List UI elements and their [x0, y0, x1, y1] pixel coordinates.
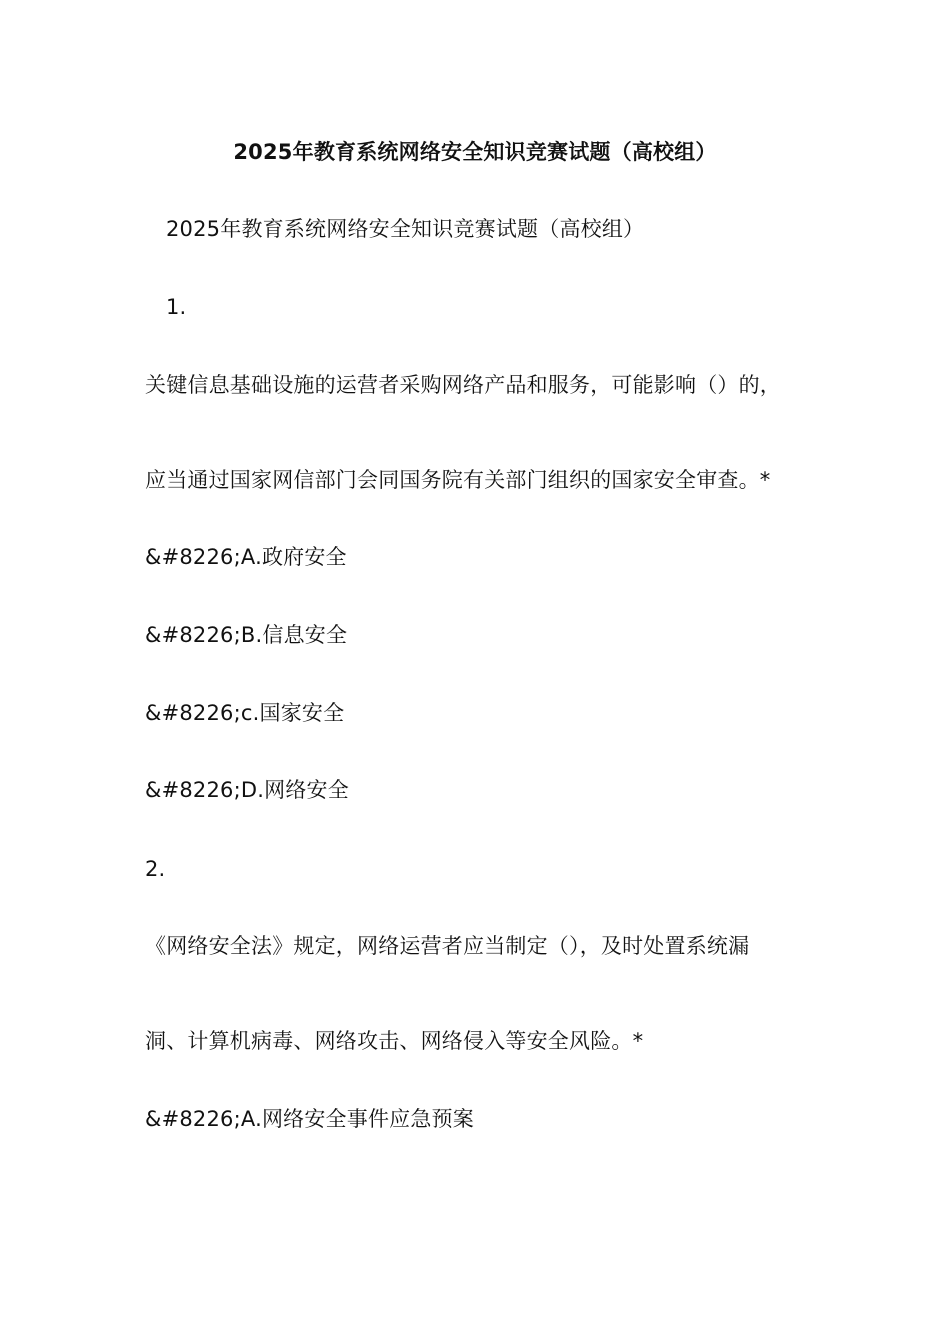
option-text: &#8226;B.信息安全 [145, 623, 348, 647]
question-text: 关键信息基础设施的运营者采购网络产品和服务，可能影响（）的， [145, 373, 781, 397]
question-text: 洞、计算机病毒、网络攻击、网络侵入等安全风险。* [145, 1029, 644, 1053]
option-text: &#8226;D.网络安全 [145, 778, 349, 802]
option-text: &#8226;c.国家安全 [145, 701, 345, 725]
option-text: &#8226;A.政府安全 [145, 545, 347, 569]
question-number: 1. [166, 295, 187, 319]
question-text: 应当通过国家网信部门会同国务院有关部门组织的国家安全审查。* [145, 468, 771, 492]
document-subtitle: 2025年教育系统网络安全知识竞赛试题（高校组） [166, 217, 645, 241]
document-title: 2025年教育系统网络安全知识竞赛试题（高校组） [233, 140, 717, 164]
question-number: 2. [145, 857, 166, 881]
option-text: &#8226;A.网络安全事件应急预案 [145, 1107, 474, 1131]
question-text: 《网络安全法》规定，网络运营者应当制定（），及时处置系统漏 [145, 934, 750, 958]
